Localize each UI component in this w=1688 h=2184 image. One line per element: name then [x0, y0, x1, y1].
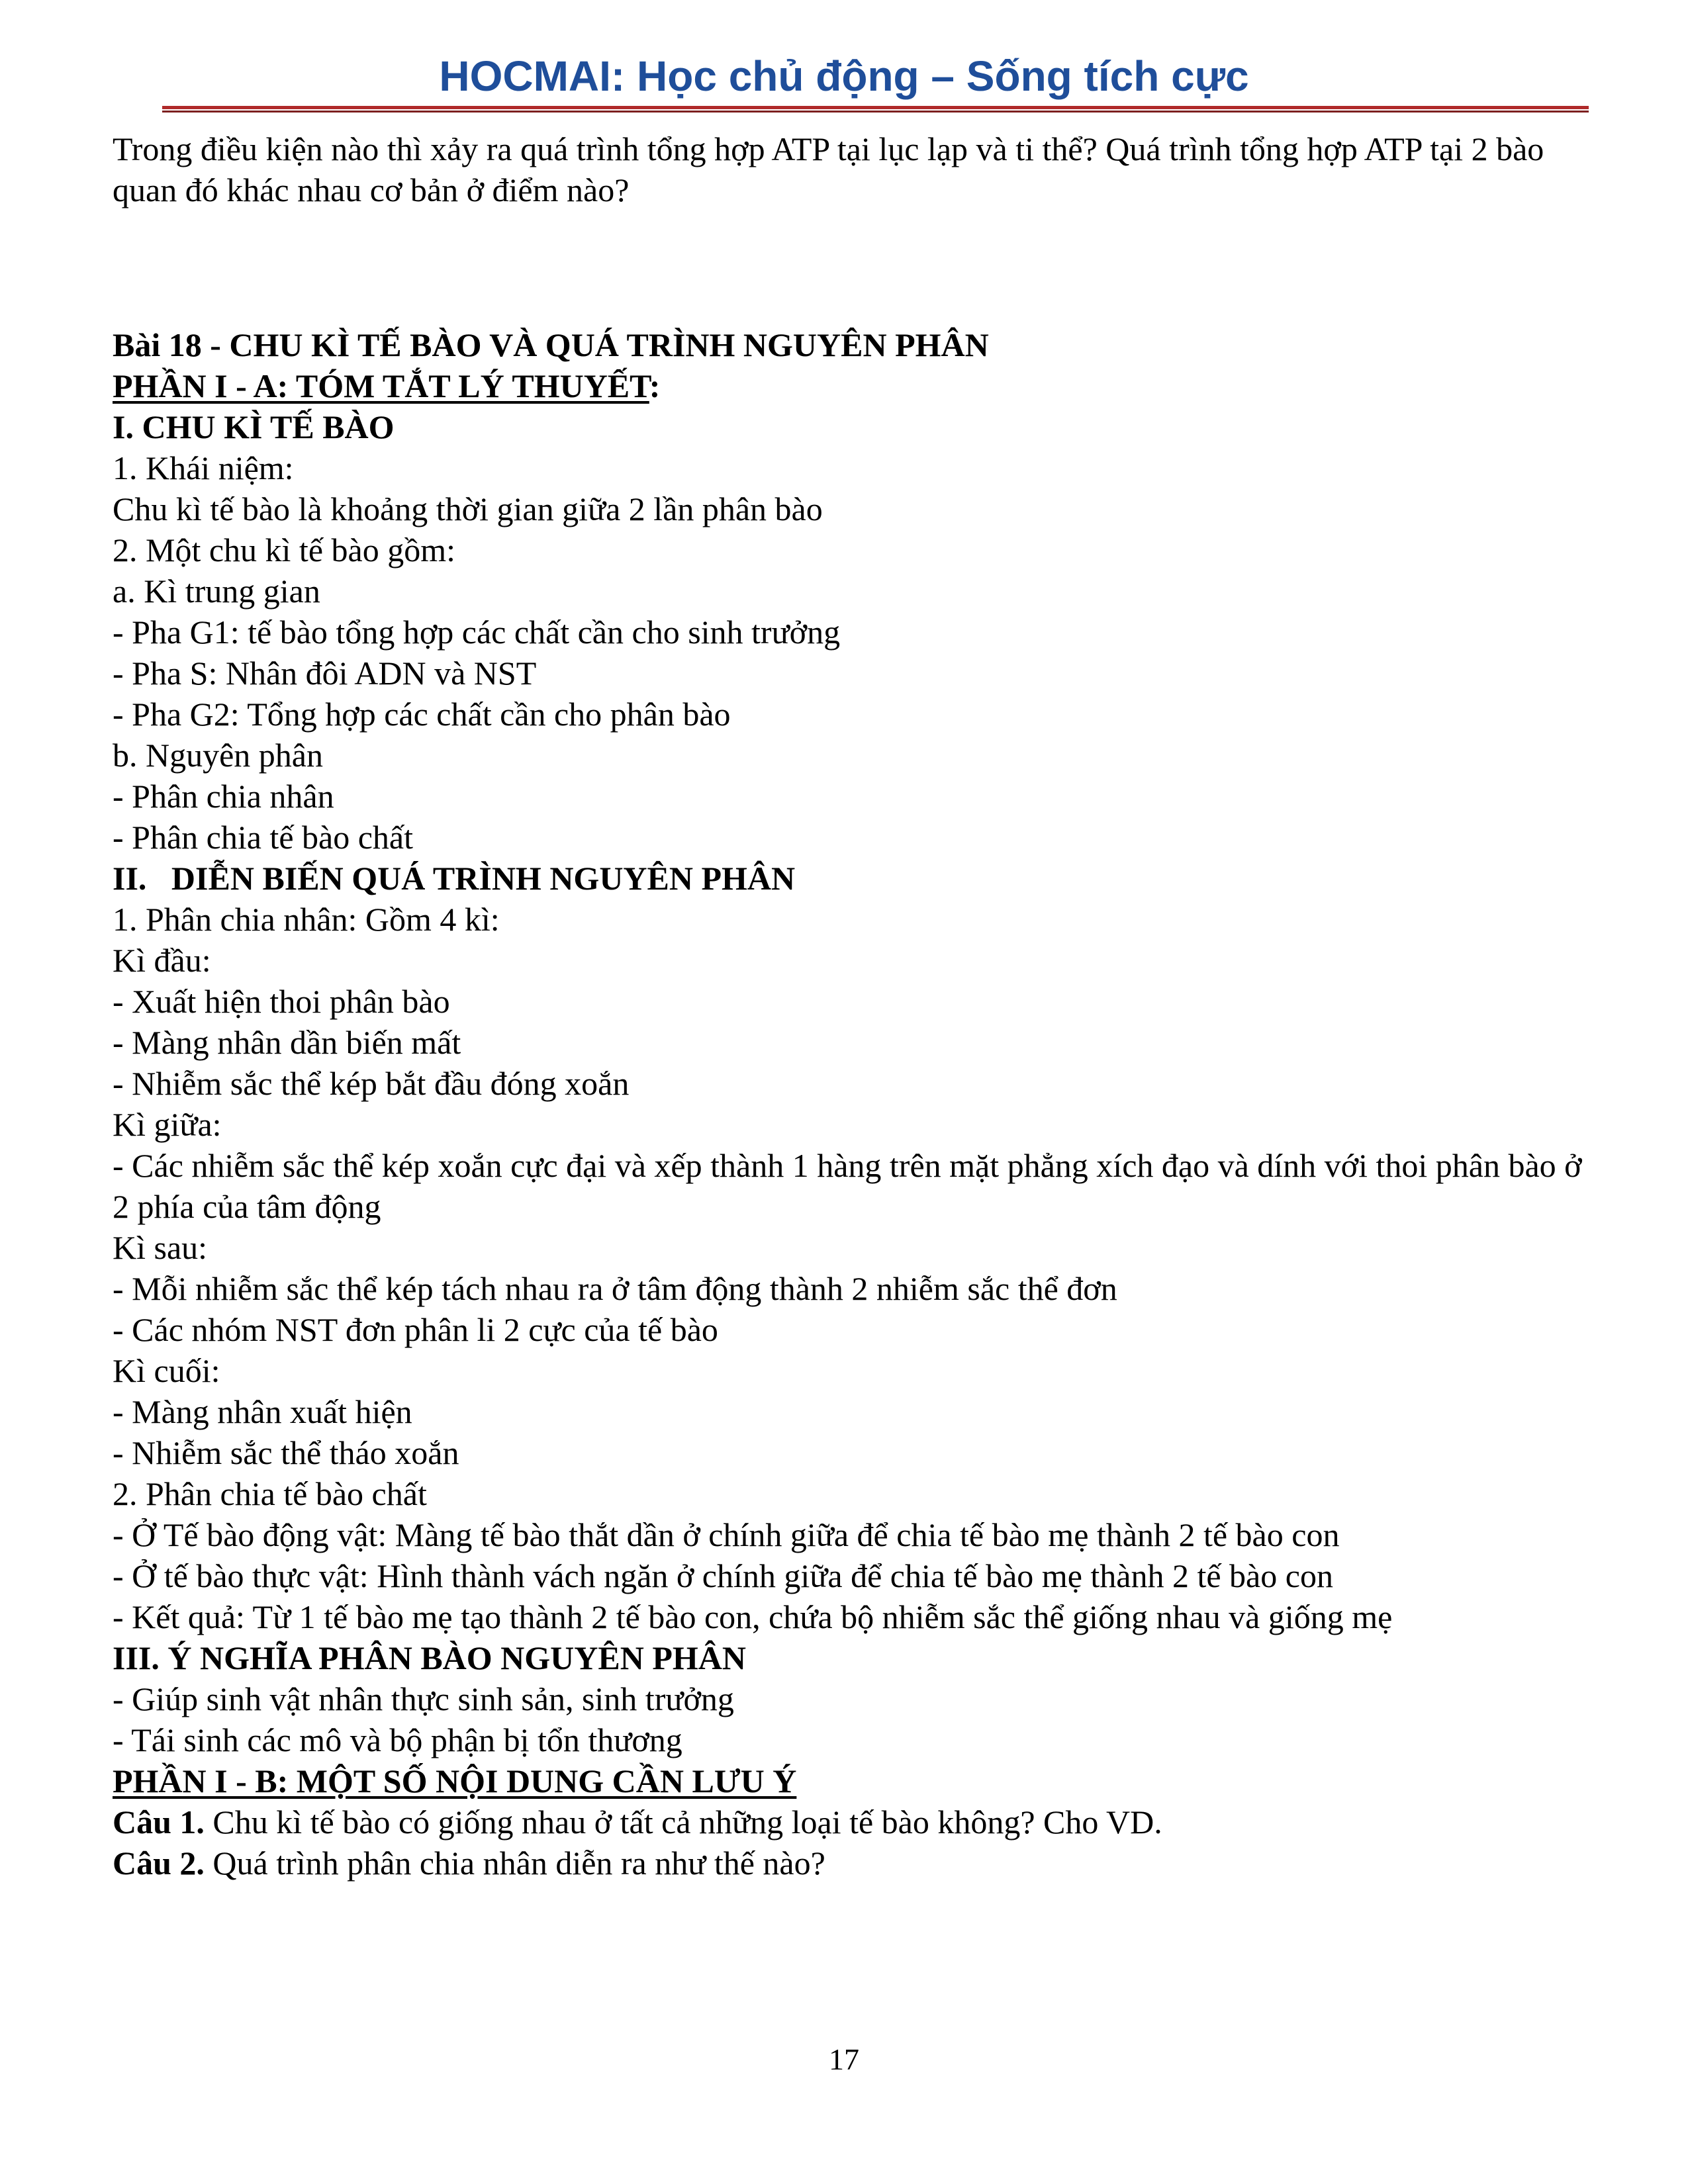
g2-item: - Pha G2: Tổng hợp các chất cần cho phân bào: [113, 696, 731, 733]
nuclear-division-item: - Phân chia nhân: [113, 778, 334, 815]
cytokinesis-label: 2. Phân chia tế bào chất: [113, 1475, 427, 1512]
part-b-heading-row: [113, 1760, 1582, 1801]
question-2: [113, 1843, 1582, 1884]
telophase-item: - Màng nhân xuất hiện: [113, 1393, 412, 1430]
header-rule-shadow: [162, 111, 1589, 113]
cytokinesis-item: - Ở tế bào thực vật: Hình thành vách ngăn ở chính giữa để chia tế bào mẹ thành 2 tế bào con: [113, 1557, 1333, 1594]
composition-label: 2. Một chu kì tế bào gồm:: [113, 531, 455, 569]
question-2-label: Câu 2.: [113, 1844, 205, 1882]
question-1-label: Câu 1.: [113, 1803, 205, 1841]
significance-item: - Tái sinh các mô và bộ phận bị tổn thương: [113, 1721, 682, 1758]
cytokinesis-item: - Ở Tế bào động vật: Màng tế bào thắt dần ở chính giữa để chia tế bào mẹ thành 2 tế bào con: [113, 1516, 1340, 1553]
metaphase-item: - Các nhiễm sắc thể kép xoắn cực đại và xếp thành 1 hàng trên mặt phẳng xích đạo và dính với thoi phân bào ở 2 phía của tâm động: [113, 1147, 1582, 1225]
intro-question: Trong điều kiện nào thì xảy ra quá trình tổng hợp ATP tại lục lạp và ti thể? Quá trình tổng hợp ATP tại 2 bào quan đó khác nhau cơ bản ở điểm nào?: [113, 130, 1544, 208]
header-rule: [162, 106, 1589, 109]
question-1-text: Chu kì tế bào có giống nhau ở tất cả những loại tế bào không? Cho VD.: [204, 1803, 1162, 1841]
part-a-heading-row: [113, 365, 1582, 406]
interphase-label: a. Kì trung gian: [113, 572, 320, 610]
anaphase-item: - Các nhóm NST đơn phân li 2 cực của tế bào: [113, 1311, 718, 1348]
section2-heading: II. DIỄN BIẾN QUÁ TRÌNH NGUYÊN PHÂN: [113, 860, 796, 897]
telophase-label: Kì cuối:: [113, 1352, 220, 1389]
section3-heading: III. Ý NGHĨA PHÂN BÀO NGUYÊN PHÂN: [113, 1639, 747, 1676]
page-number: 17: [829, 2042, 859, 2076]
anaphase-label: Kì sau:: [113, 1229, 208, 1266]
document-body: [113, 128, 1582, 1884]
prophase-label: Kì đầu:: [113, 942, 211, 979]
concept-text: Chu kì tế bào là khoảng thời gian giữa 2 lần phân bào: [113, 490, 823, 527]
question-1: [113, 1801, 1582, 1843]
significance-item: - Giúp sinh vật nhân thực sinh sản, sinh trưởng: [113, 1680, 734, 1717]
cytoplasm-division-item: - Phân chia tế bào chất: [113, 819, 413, 856]
anaphase-item: - Mỗi nhiễm sắc thể kép tách nhau ra ở tâm động thành 2 nhiễm sắc thể đơn: [113, 1270, 1117, 1307]
header-title: HOCMAI: Học chủ động – Sống tích cực: [439, 52, 1249, 100]
concept-label: 1. Khái niệm:: [113, 449, 294, 486]
prophase-item: - Xuất hiện thoi phân bào: [113, 983, 450, 1020]
part-b-heading: PHẦN I - B: MỘT SỐ NỘI DUNG CẦN LƯU Ý: [113, 1762, 797, 1799]
section1-heading: I. CHU KÌ TẾ BÀO: [113, 408, 395, 445]
metaphase-label: Kì giữa:: [113, 1106, 222, 1143]
mitosis-label: b. Nguyên phân: [113, 737, 323, 774]
prophase-item: - Màng nhân dần biến mất: [113, 1024, 461, 1061]
s-item: - Pha S: Nhân đôi ADN và NST: [113, 655, 537, 692]
part-a-colon: :: [649, 367, 661, 404]
prophase-item: - Nhiễm sắc thể kép bắt đầu đóng xoắn: [113, 1065, 630, 1102]
lesson-title: Bài 18 - CHU KÌ TẾ BÀO VÀ QUÁ TRÌNH NGUYÊN PHÂN: [113, 326, 989, 363]
question-2-text: Quá trình phân chia nhân diễn ra như thế nào?: [204, 1844, 825, 1882]
cytokinesis-item: - Kết quả: Từ 1 tế bào mẹ tạo thành 2 tế bào con, chứa bộ nhiễm sắc thể giống nhau và giống mẹ: [113, 1598, 1393, 1635]
part-a-heading: PHẦN I - A: TÓM TẮT LÝ THUYẾT: [113, 367, 649, 404]
spacer: [113, 210, 1582, 324]
telophase-item: - Nhiễm sắc thể tháo xoắn: [113, 1434, 459, 1471]
nuclear-label: 1. Phân chia nhân: Gồm 4 kì:: [113, 901, 500, 938]
g1-item: - Pha G1: tế bào tổng hợp các chất cần cho sinh trưởng: [113, 614, 841, 651]
